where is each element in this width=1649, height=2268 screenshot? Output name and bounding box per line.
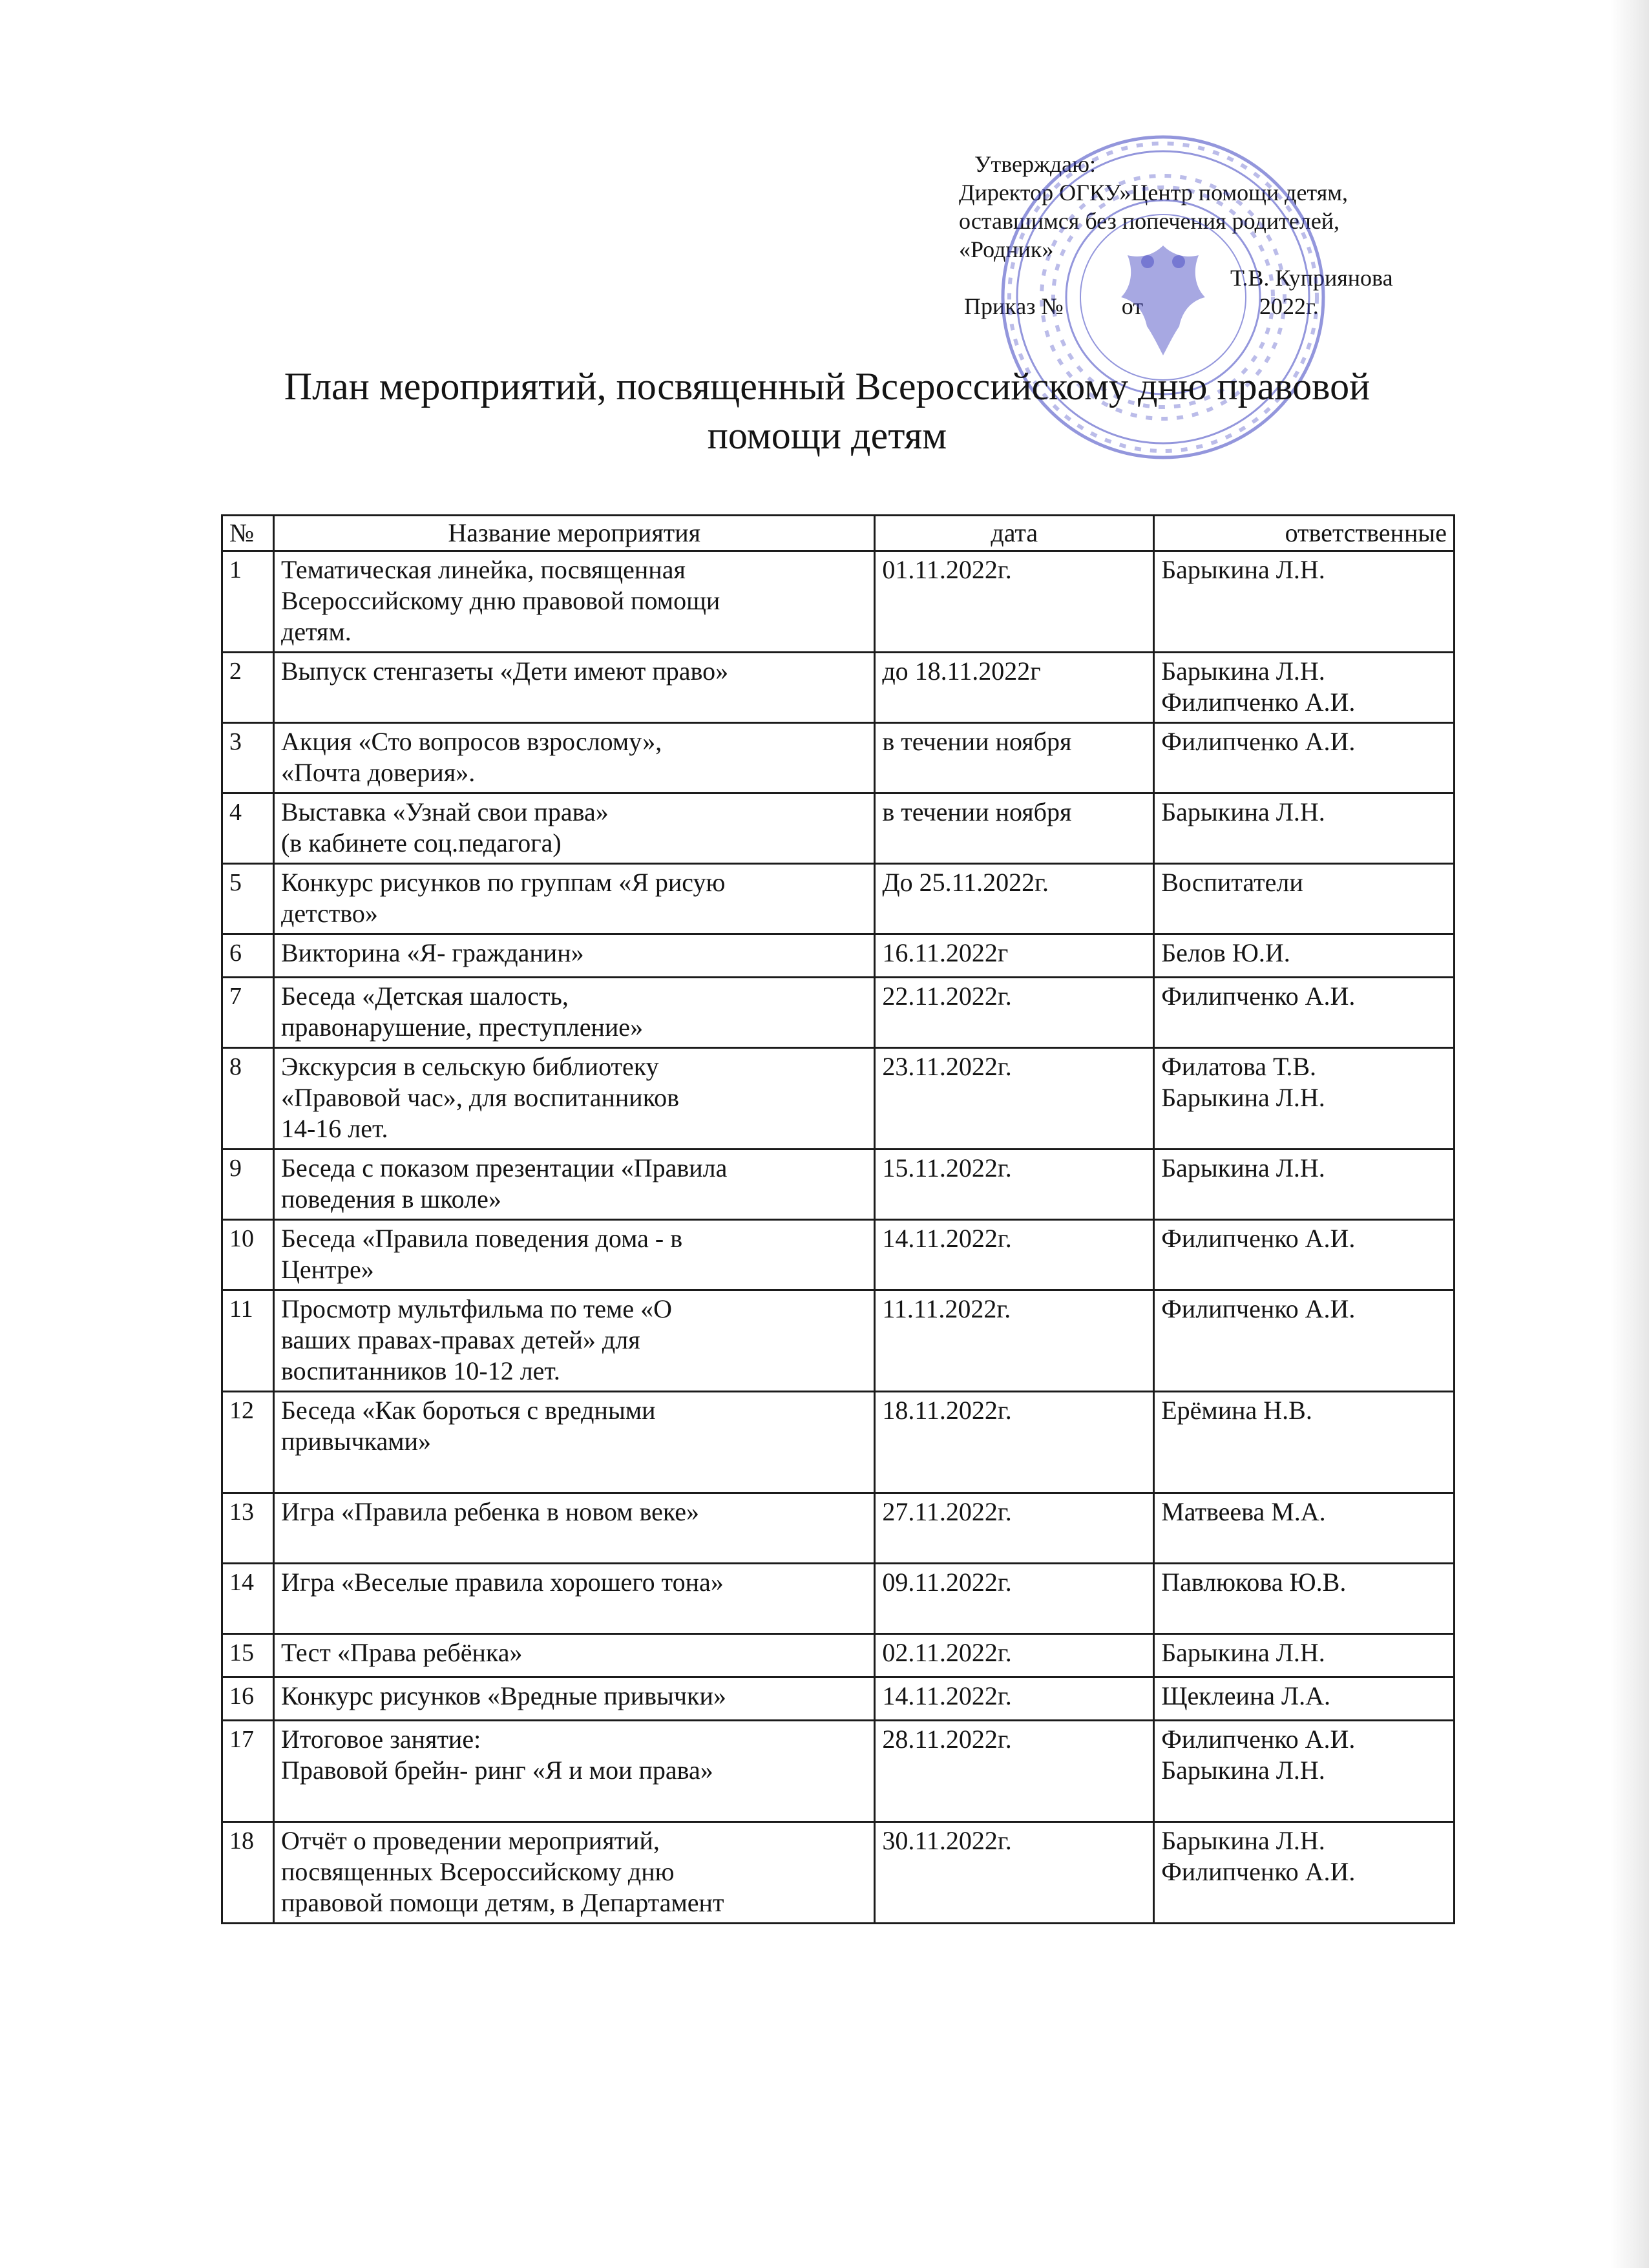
row-date: 01.11.2022г. — [875, 551, 1154, 653]
row-num: 14 — [222, 1564, 274, 1634]
events-table — [221, 514, 1455, 1924]
row-name: Отчёт о проведении мероприятий, посвященных Всероссийскому дню правовой помощи детям, в Департамент — [273, 1822, 874, 1924]
row-responsible: Филипченко А.И. — [1154, 723, 1455, 793]
table-row — [222, 1564, 1455, 1634]
approval-position-line1: Директор ОГКУ»Центр помощи детям, — [959, 180, 1349, 205]
table-row — [222, 1220, 1455, 1290]
row-date: 30.11.2022г. — [875, 1822, 1154, 1924]
row-responsible: Барыкина Л.Н. — [1154, 1634, 1455, 1677]
row-responsible: Филипченко А.И. — [1154, 1290, 1455, 1392]
row-num: 17 — [222, 1721, 274, 1822]
table-row — [222, 864, 1455, 934]
row-name: Тест «Права ребёнка» — [273, 1634, 874, 1677]
row-date: в течении ноября — [875, 723, 1154, 793]
header-name: Название мероприятия — [273, 516, 874, 551]
row-responsible: Матвеева М.А. — [1154, 1493, 1455, 1564]
row-name: Экскурсия в сельскую библиотеку «Правовой час», для воспитанников 14-16 лет. — [273, 1048, 874, 1150]
row-date: 23.11.2022г. — [875, 1048, 1154, 1150]
table-row — [222, 1721, 1455, 1822]
title-line1: План мероприятий, посвященный Всероссийскому дню правовой — [284, 365, 1371, 408]
row-responsible: Барыкина Л.Н. — [1154, 793, 1455, 864]
row-num: 15 — [222, 1634, 274, 1677]
row-name: Тематическая линейка, посвященная Всероссийскому дню правовой помощи детям. — [273, 551, 874, 653]
row-responsible: Филипченко А.И. Барыкина Л.Н. — [1154, 1721, 1455, 1822]
table-row — [222, 793, 1455, 864]
row-name: Выставка «Узнай свои права» (в кабинете соц.педагога) — [273, 793, 874, 864]
row-name: Итоговое занятие: Правовой брейн- ринг «Я и мои права» — [273, 1721, 874, 1822]
row-date: 14.11.2022г. — [875, 1677, 1154, 1721]
row-responsible: Павлюкова Ю.В. — [1154, 1564, 1455, 1634]
row-name: Беседа «Как бороться с вредными привычками» — [273, 1392, 874, 1493]
table-row — [222, 934, 1455, 978]
order-year: 2022г. — [1259, 293, 1319, 319]
row-num: 10 — [222, 1220, 274, 1290]
row-name: Игра «Веселые правила хорошего тона» — [273, 1564, 874, 1634]
row-date: в течении ноября — [875, 793, 1154, 864]
order-label: Приказ № — [964, 293, 1064, 319]
row-num: 3 — [222, 723, 274, 793]
table-row — [222, 1677, 1455, 1721]
row-date: 09.11.2022г. — [875, 1564, 1154, 1634]
row-num: 7 — [222, 978, 274, 1048]
row-num: 13 — [222, 1493, 274, 1564]
table-row — [222, 1493, 1455, 1564]
row-name: Конкурс рисунков по группам «Я рисую детство» — [273, 864, 874, 934]
row-responsible: Филатова Т.В. Барыкина Л.Н. — [1154, 1048, 1455, 1150]
table-row — [222, 1150, 1455, 1220]
row-num: 4 — [222, 793, 274, 864]
row-responsible: Барыкина Л.Н. — [1154, 551, 1455, 653]
table-row — [222, 723, 1455, 793]
row-date: 28.11.2022г. — [875, 1721, 1154, 1822]
row-date: до 18.11.2022г — [875, 653, 1154, 723]
row-num: 16 — [222, 1677, 274, 1721]
row-responsible: Барыкина Л.Н. — [1154, 1150, 1455, 1220]
row-name: Просмотр мультфильма по теме «О ваших правах-правах детей» для воспитанников 10-12 лет. — [273, 1290, 874, 1392]
scan-edge-shadow — [1610, 0, 1649, 2268]
table-row — [222, 551, 1455, 653]
header-date: дата — [875, 516, 1154, 551]
row-date: 16.11.2022г — [875, 934, 1154, 978]
row-date: 14.11.2022г. — [875, 1220, 1154, 1290]
approval-signer: Т.В. Куприянова — [1230, 265, 1393, 291]
row-num: 2 — [222, 653, 274, 723]
row-num: 8 — [222, 1048, 274, 1150]
row-num: 18 — [222, 1822, 274, 1924]
row-num: 11 — [222, 1290, 274, 1392]
table-header-row — [222, 516, 1455, 551]
row-responsible: Филипченко А.И. — [1154, 1220, 1455, 1290]
row-name: Конкурс рисунков «Вредные привычки» — [273, 1677, 874, 1721]
row-num: 5 — [222, 864, 274, 934]
row-date: 18.11.2022г. — [875, 1392, 1154, 1493]
row-num: 6 — [222, 934, 274, 978]
row-responsible: Филипченко А.И. — [1154, 978, 1455, 1048]
row-name: Акция «Сто вопросов взрослому», «Почта доверия». — [273, 723, 874, 793]
row-responsible: Белов Ю.И. — [1154, 934, 1455, 978]
table-row — [222, 1048, 1455, 1150]
row-name: Беседа «Правила поведения дома - в Центре» — [273, 1220, 874, 1290]
header-num: № — [222, 516, 274, 551]
table-row — [222, 1392, 1455, 1493]
approval-position-line3: «Родник» — [959, 236, 1054, 262]
row-name: Викторина «Я- гражданин» — [273, 934, 874, 978]
row-responsible: Барыкина Л.Н. Филипченко А.И. — [1154, 1822, 1455, 1924]
row-num: 12 — [222, 1392, 274, 1493]
title-line2: помощи детям — [707, 414, 947, 457]
table-row — [222, 978, 1455, 1048]
row-date: 22.11.2022г. — [875, 978, 1154, 1048]
row-date: 02.11.2022г. — [875, 1634, 1154, 1677]
table-row — [222, 1290, 1455, 1392]
row-date: 15.11.2022г. — [875, 1150, 1154, 1220]
row-name: Беседа «Детская шалость, правонарушение, преступление» — [273, 978, 874, 1048]
row-date: 11.11.2022г. — [875, 1290, 1154, 1392]
row-responsible: Ерёмина Н.В. — [1154, 1392, 1455, 1493]
row-name: Беседа с показом презентации «Правила поведения в школе» — [273, 1150, 874, 1220]
table-row — [222, 1634, 1455, 1677]
row-date: До 25.11.2022г. — [875, 864, 1154, 934]
approval-position-line2: оставшимся без попечения родителей, — [959, 208, 1340, 234]
order-from: от — [1121, 293, 1144, 319]
header-responsible: ответственные — [1154, 516, 1455, 551]
table-row — [222, 653, 1455, 723]
table-row — [222, 1822, 1455, 1924]
row-responsible: Барыкина Л.Н. Филипченко А.И. — [1154, 653, 1455, 723]
page-title — [194, 362, 1460, 460]
row-responsible: Щеклеина Л.А. — [1154, 1677, 1455, 1721]
row-num: 9 — [222, 1150, 274, 1220]
row-name: Игра «Правила ребенка в новом веке» — [273, 1493, 874, 1564]
row-num: 1 — [222, 551, 274, 653]
row-responsible: Воспитатели — [1154, 864, 1455, 934]
approval-label: Утверждаю: — [974, 151, 1097, 177]
row-date: 27.11.2022г. — [875, 1493, 1154, 1564]
row-name: Выпуск стенгазеты «Дети имеют право» — [273, 653, 874, 723]
